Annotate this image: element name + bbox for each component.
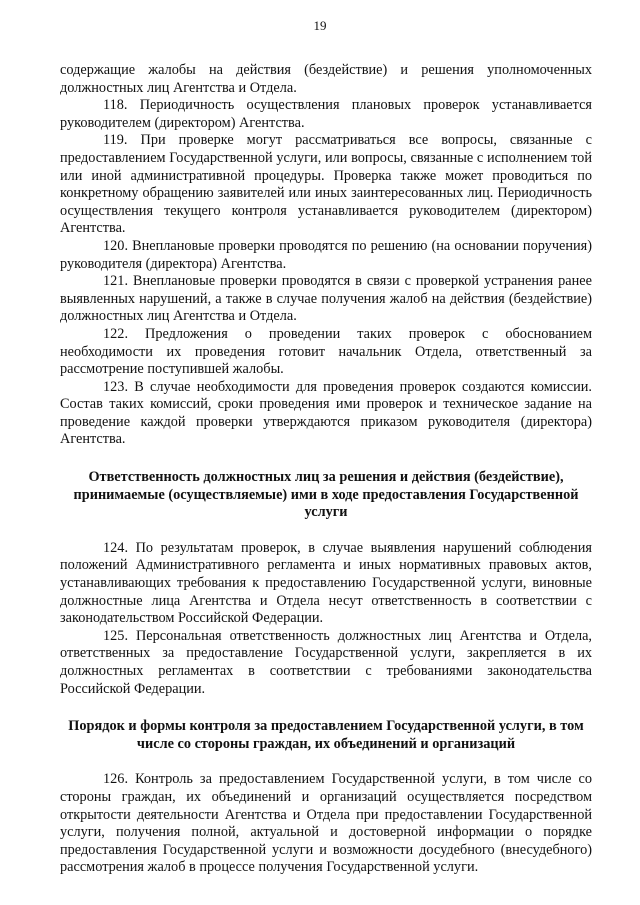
- section-heading-control: Порядок и формы контроля за предоставлением Государственной услуги, в том числе со стороны граждан, их объединений и организаций: [68, 718, 584, 752]
- paragraph-121: 121. Внеплановые проверки проводятся в связи с проверкой устранения ранее выявленных нарушений, а также в случае получения жалоб на действия (бездействие) должностных лиц Агентства и Отдела.: [60, 273, 592, 325]
- paragraph-123: 123. В случае необходимости для проведения проверок создаются комиссии. Состав таких комиссий, сроки проведения ими проверок и техническое задание на проведение каждой проверки утверждаются приказом руководителя (директора) Агентства.: [60, 378, 592, 448]
- paragraph-122: 122. Предложения о проведении таких проверок с обоснованием необходимости их проведения готовит начальник Отдела, ответственный за рассмотрение поступившей жалобы.: [60, 325, 592, 378]
- paragraph-125: 125. Персональная ответственность должностных лиц Агентства и Отдела, ответственных за предоставление Государственной услуги, закрепляется в их должностных регламентах в соответствии с требованиями законодательства Российской Федерации.: [60, 627, 592, 697]
- paragraph-124: 124. По результатам проверок, в случае выявления нарушений соблюдения положений Административного регламента и иных нормативных правовых актов, устанавливающих требования к предоставлению Государственной услуги, виновные должностные лица Агентства и Отдела несут ответственность в соответствии с законодательством Российской Федерации.: [60, 539, 592, 627]
- document-body: [60, 62, 592, 877]
- section-heading-responsibility: Ответственность должностных лиц за решения и действия (бездействие), принимаемые (осуществляемые) ими в ходе предоставления Государственной услуги: [73, 469, 579, 521]
- paragraph-119: 119. При проверке могут рассматриваться все вопросы, связанные с предоставлением Государственной услуги, или вопросы, связанные с исполнением той или иной административной процедуры. Проверка также может проводиться по конкретному обращению заявителей или иных заинтересованных лиц. Периодичность осуществления текущего контроля устанавливается руководителем (директором) Агентства.: [60, 132, 592, 237]
- paragraph-continuation: содержащие жалобы на действия (бездействие) и решения уполномоченных должностных лиц Агентства и Отдела.: [60, 62, 592, 96]
- page-number: 19: [313, 18, 327, 33]
- paragraph-118: 118. Периодичность осуществления плановых проверок устанавливается руководителем (директором) Агентства.: [60, 97, 592, 131]
- paragraph-120: 120. Внеплановые проверки проводятся по решению (на основании поручения) руководителя (директора) Агентства.: [60, 237, 592, 272]
- paragraph-126: 126. Контроль за предоставлением Государственной услуги, в том числе со стороны граждан, их объединений и организаций осуществляется посредством открытости деятельности Агентства и Отдела при предоставлении Государственной услуги, получения полной, актуальной и достоверной информации о порядке предоставления Государственной услуги и возможности досудебного (внесудебного) рассмотрения жалоб в процессе получения Государственной услуги.: [60, 771, 592, 876]
